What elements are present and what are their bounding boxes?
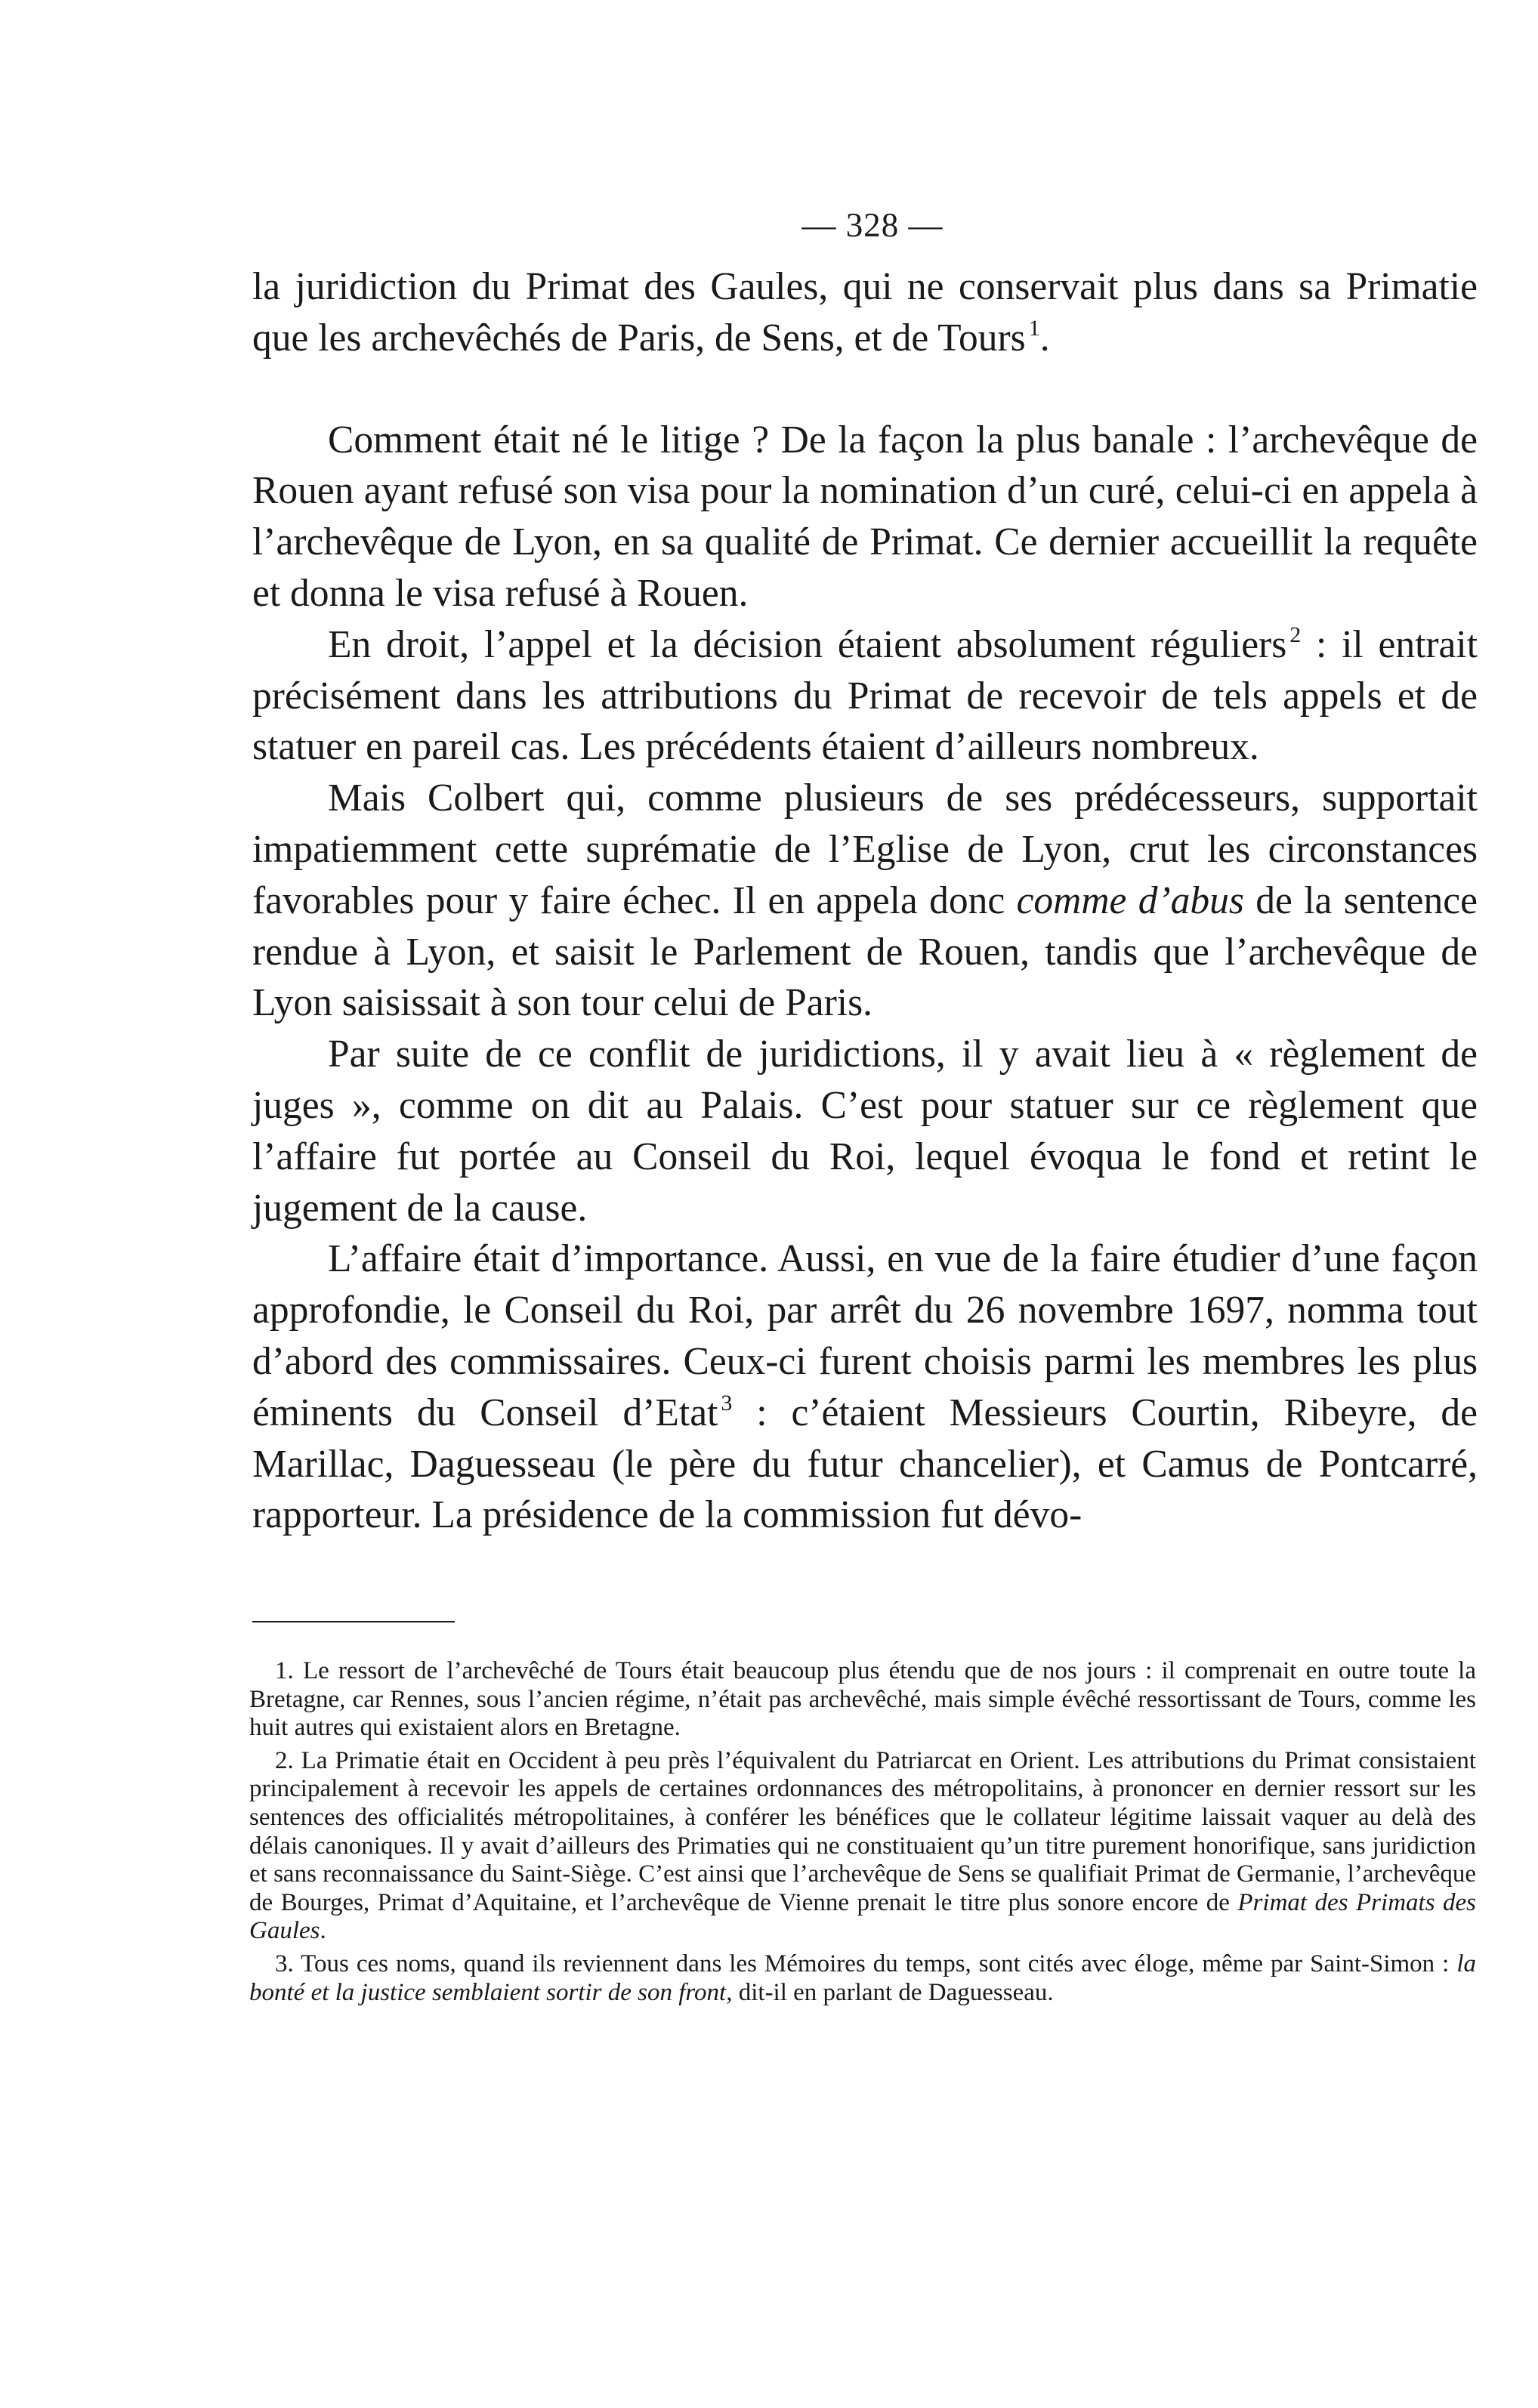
paragraph-4-text-b: de la sentence rendue à Lyon, et saisit le Parlement de Rouen, tandis que l’archevêque de Lyon saisissait à son tour celui de Paris. [252, 878, 1478, 1025]
paragraph-5: Par suite de ce conflit de juridictions, il y avait lieu à « règlement de juges », comme on dit au Palais. C’est pour statuer sur ce règlement que l’affaire fut portée au Conseil du Roi, lequel évoqua le fond et retint le jugement de la cause. [252, 1033, 1478, 1230]
footnote-ref-1: 1 [1028, 315, 1040, 341]
footnote-3-italic: la bonté et la justice semblaient sortir de son front [249, 1950, 1476, 2006]
footnote-separator [252, 1621, 455, 1622]
footnote-2-text-a: 2. La Primatie était en Occident à peu près l’équivalent du Patriarcat en Orient. Les attributions du Primat consistaient principalement à recevoir les appels de certaines ordonnances des métropolitains, à prononcer en dernier ressort sur les sentences des officialités métropolitaines, à conférer les bénéfices que le collateur légitime laissait vaquer au delà des délais canoniques. Il y avait d’ailleurs des Primaties qui ne constituaient qu’un titre purement honorifique, sans juridiction et sans reconnaissance du Saint-Siège. C’est ainsi que l’archevêque de Sens se qualifiait Primat de Germanie, l’archevêque de Bourges, Primat d’Aquitaine, et l’archevêque de Vienne prenait le titre plus sonore encore de [249, 1746, 1476, 1916]
footnote-3-text-a: 3. Tous ces noms, quand ils reviennent dans les Mémoires du temps, sont cités avec éloge, même par Saint-Simon : [275, 1950, 1457, 1977]
footnote-2 [249, 1747, 1476, 1946]
paragraph-1-end: . [1039, 316, 1050, 360]
footnote-ref-3: 3 [721, 1390, 733, 1415]
footnotes [249, 1657, 1476, 2011]
footnote-ref-2: 2 [1289, 622, 1302, 647]
paragraph-1-text: la juridiction du Primat des Gaules, qui ne conservait plus dans sa Primatie que les archevêchés de Paris, de Sens, et de Tours [252, 265, 1478, 360]
paragraph-2: Comment était né le litige ? De la façon la plus banale : l’archevêque de Rouen ayant refusé son visa pour la nomination d’un curé, celui-ci en appela à l’archevêque de Lyon, en sa qualité de Primat. Ce dernier accueillit la requête et donna le visa refusé à Rouen. [252, 418, 1478, 615]
paragraph-4-text-a: Mais Colbert qui, comme plusieurs de ses prédécesseurs, supportait impatiemment cette suprématie de l’Eglise de Lyon, crut les circonstances favorables pour y faire échec. Il en appela donc [252, 776, 1478, 922]
paragraph-4-italic: comme d’abus [1016, 878, 1244, 922]
footnote-1: 1. Le ressort de l’archevêché de Tours était beaucoup plus étendu que de nos jours : il comprenait en outre toute la Bretagne, car Rennes, sous l’ancien régime, n’était pas archevêché, mais simple évêché ressortissant de Tours, comme les huit autres qui existaient alors en Bretagne. [249, 1657, 1476, 1742]
footnote-2-italic: Primat des Primats des Gaules [249, 1888, 1476, 1945]
main-text [252, 261, 1478, 1541]
paragraph-1 [252, 261, 1478, 364]
footnote-2-text-b: . [320, 1917, 326, 1945]
paragraph-4 [252, 773, 1478, 1029]
paragraph-6-text-a: L’affaire était d’importance. Aussi, en vue de la faire étudier d’une façon approfondie, le Conseil du Roi, par arrêt du 26 novembre 1697, nomma tout d’abord des commissaires. Ceux-ci furent choisis parmi les membres les plus éminents du Conseil d’Etat [252, 1237, 1478, 1434]
paragraph-6 [252, 1233, 1478, 1541]
paragraph-3 [252, 619, 1478, 773]
paragraph-3-text-b: : il entrait précisément dans les attributions du Primat de recevoir de tels appels et de statuer en pareil cas. Les précédents étaient d’ailleurs nombreux. [252, 622, 1478, 769]
paragraph-3-text-a: En droit, l’appel et la décision étaient absolument réguliers [328, 622, 1287, 666]
page-number: — 328 — [801, 206, 943, 244]
paragraph-6-text-b: : c’étaient Messieurs Courtin, Ribeyre, de Marillac, Daguesseau (le père du futur chancelier), et Camus de Pontcarré, rapporteur. La présidence de la commission fut dévo- [252, 1391, 1478, 1537]
footnote-3 [249, 1950, 1476, 2007]
footnote-3-text-b: , dit-il en parlant de Daguesseau. [726, 1978, 1054, 2006]
